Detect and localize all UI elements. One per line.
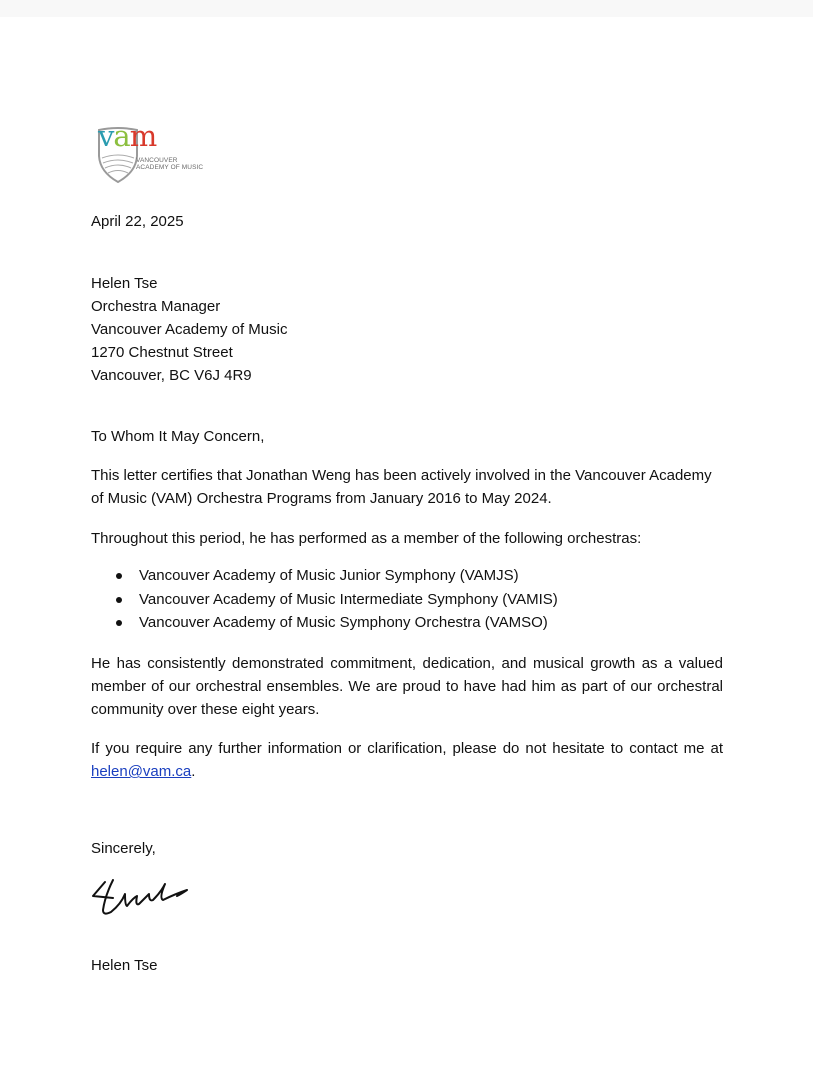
email-link[interactable]: helen@vam.ca [91, 763, 192, 780]
list-item [91, 613, 558, 637]
sender-city: Vancouver, BC V6J 4R9 [91, 367, 252, 384]
paragraph-commendation: He has consistently demonstrated commitment, dedication, and musical growth as a valued member of our orchestral ensembles. We are proud to have had him as part of our orchestral community over these eight years. [91, 655, 723, 718]
sender-title: Orchestra Manager [91, 298, 221, 315]
handwritten-signature-icon [91, 876, 201, 921]
orchestra-name: Vancouver Academy of Music Junior Symphony (VAMJS) [139, 567, 519, 584]
top-margin-bar [0, 0, 813, 17]
logo-letter-m: m [129, 119, 157, 153]
paragraph-orchestras-intro: Throughout this period, he has performed as a member of the following orchestras: [91, 530, 642, 547]
orchestra-name: Vancouver Academy of Music Symphony Orchestra (VAMSO) [139, 614, 548, 631]
contact-suffix: . [191, 763, 196, 780]
logo-letter-v: v [98, 119, 114, 153]
list-item [91, 590, 558, 614]
orchestra-list [91, 566, 558, 637]
logo-letter-a: a [113, 119, 130, 153]
bullet-icon [116, 573, 122, 579]
contact-text: If you require any further information or clarification, please do not hesitate to contact me at [91, 740, 723, 757]
paragraph-contact [91, 737, 723, 783]
sender-name: Helen Tse [91, 275, 158, 292]
paragraph-certification: This letter certifies that Jonathan Weng has been actively involved in the Vancouver Academy of Music (VAM) Orchestra Programs from January 2016 to May 2024. [91, 467, 712, 507]
sender-organization: Vancouver Academy of Music [91, 321, 288, 338]
bullet-icon [116, 597, 122, 603]
logo-subtitle [136, 157, 203, 171]
logo-line-1: VANCOUVER [136, 157, 178, 164]
signatory-name: Helen Tse [91, 957, 158, 974]
vam-logo [96, 119, 226, 184]
orchestra-name: Vancouver Academy of Music Intermediate Symphony (VAMIS) [139, 590, 558, 608]
letter-date: April 22, 2025 [91, 213, 184, 230]
closing: Sincerely, [91, 840, 156, 857]
sender-street: 1270 Chestnut Street [91, 344, 233, 361]
logo-wordmark [98, 119, 157, 153]
salutation: To Whom It May Concern, [91, 428, 265, 445]
list-item [91, 566, 558, 590]
bullet-icon [116, 620, 122, 626]
logo-line-2: ACADEMY OF MUSIC [136, 164, 204, 171]
